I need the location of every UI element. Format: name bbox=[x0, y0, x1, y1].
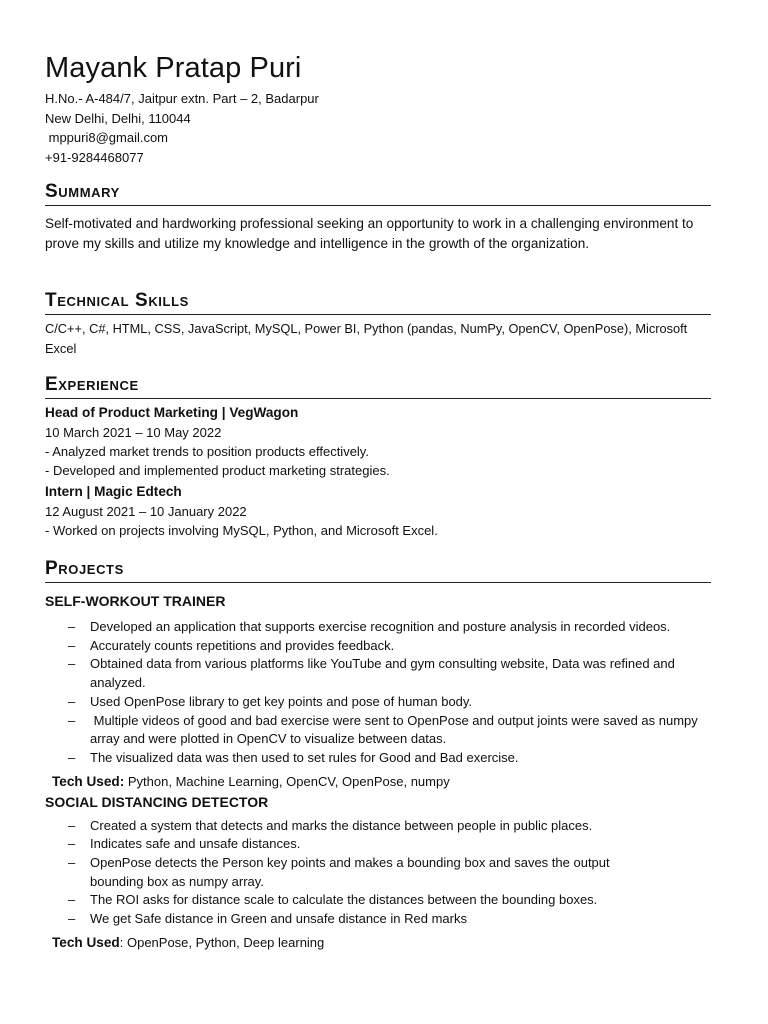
tech-used-value: : OpenPose, Python, Deep learning bbox=[119, 934, 325, 950]
experience-section bbox=[45, 373, 711, 540]
list-item bbox=[45, 817, 711, 836]
contact-block bbox=[45, 89, 319, 167]
technical-skills-section bbox=[45, 289, 711, 358]
project-title: SELF-WORKOUT TRAINER bbox=[45, 593, 226, 609]
list-item bbox=[45, 712, 711, 749]
tech-used bbox=[52, 772, 711, 792]
bullet-text: Accurately counts repetitions and provides feedback. bbox=[90, 637, 395, 653]
job-entry bbox=[45, 482, 711, 540]
list-item bbox=[45, 910, 711, 929]
job-title: Intern | Magic Edtech bbox=[45, 484, 182, 499]
address-line-1: H.No.- A-484/7, Jaitpur extn. Part – 2, Badarpur bbox=[45, 91, 319, 106]
list-item bbox=[45, 655, 711, 692]
candidate-name: Mayank Pratap Puri bbox=[45, 52, 302, 84]
dash-marker: – bbox=[68, 892, 76, 908]
bullet-text: Developed an application that supports exercise recognition and posture analysis in recorded videos. bbox=[90, 619, 671, 634]
bullet-text: OpenPose detects the Person key points and makes a bounding box and saves the output bounding box as numpy array. bbox=[90, 855, 610, 889]
list-item bbox=[45, 835, 711, 854]
bullet-text: Indicates safe and unsafe distances. bbox=[90, 836, 301, 852]
list-item bbox=[45, 693, 711, 712]
project-entry bbox=[45, 792, 711, 953]
projects-section bbox=[45, 557, 711, 953]
bullet-text: We get Safe distance in Green and unsafe distance in Red marks bbox=[90, 911, 467, 927]
summary-heading: Summary bbox=[45, 180, 711, 206]
dash-marker: – bbox=[68, 911, 76, 927]
dash-marker: – bbox=[68, 836, 76, 852]
summary-text: Self-motivated and hardworking professional seeking an opportunity to work in a challenging environment to prove my skills and utilize my knowledge and intelligence in the growth of the organization. bbox=[45, 216, 694, 251]
job-title: Head of Product Marketing | VegWagon bbox=[45, 405, 299, 420]
tech-used-value: Python, Machine Learning, OpenCV, OpenPose, numpy bbox=[124, 773, 450, 789]
list-item bbox=[45, 854, 711, 891]
technical-skills-text: C/C++, C#, HTML, CSS, JavaScript, MySQL, Power BI, Python (pandas, NumPy, OpenCV, OpenPose), Microsoft Excel bbox=[45, 321, 688, 356]
technical-skills-heading: Technical Skills bbox=[45, 289, 711, 315]
dash-marker: – bbox=[68, 637, 76, 653]
dash-marker: – bbox=[68, 855, 76, 871]
bullet-text: Multiple videos of good and bad exercise were sent to OpenPose and output joints were saved as numpy array and were plotted in OpenCV to visualize between datas. bbox=[90, 712, 702, 747]
tech-used-label: Tech Used: bbox=[52, 773, 125, 789]
dash-marker: – bbox=[68, 712, 76, 728]
job-dates: 10 March 2021 – 10 May 2022 bbox=[45, 425, 222, 440]
dash-marker: – bbox=[68, 749, 76, 765]
tech-used-label: Tech Used bbox=[52, 934, 120, 950]
project-title: SOCIAL DISTANCING DETECTOR bbox=[45, 793, 269, 810]
email-address: mppuri8@gmail.com bbox=[45, 130, 169, 145]
list-item bbox=[45, 749, 711, 768]
dash-marker: – bbox=[68, 619, 76, 634]
bullet-text: The ROI asks for distance scale to calculate the distances between the bounding boxes. bbox=[90, 892, 598, 908]
bullet-text: Used OpenPose library to get key points and pose of human body. bbox=[90, 693, 473, 709]
job-detail: - Analyzed market trends to position products effectively. bbox=[45, 444, 369, 459]
project-entry bbox=[45, 591, 711, 792]
dash-marker: – bbox=[68, 693, 76, 709]
job-dates: 12 August 2021 – 10 January 2022 bbox=[45, 504, 247, 519]
address-line-2: New Delhi, Delhi, 110044 bbox=[45, 110, 191, 126]
project-bullets bbox=[45, 618, 711, 768]
list-item bbox=[45, 891, 711, 910]
list-item bbox=[45, 637, 711, 656]
job-detail: - Developed and implemented product marketing strategies. bbox=[45, 463, 390, 478]
bullet-text: The visualized data was then used to set rules for Good and Bad exercise. bbox=[90, 749, 519, 765]
summary-section bbox=[45, 180, 711, 254]
dash-marker: – bbox=[68, 656, 76, 672]
job-entry bbox=[45, 403, 711, 480]
list-item bbox=[45, 618, 711, 637]
phone-number: +91-9284468077 bbox=[45, 149, 144, 165]
job-detail: - Worked on projects involving MySQL, Python, and Microsoft Excel. bbox=[45, 523, 438, 538]
project-bullets bbox=[45, 817, 711, 929]
projects-heading: Projects bbox=[45, 557, 711, 583]
tech-used bbox=[52, 933, 711, 953]
bullet-text: Obtained data from various platforms like YouTube and gym consulting website, Data was refined and analyzed. bbox=[90, 656, 675, 691]
dash-marker: – bbox=[68, 817, 76, 833]
experience-heading: Experience bbox=[45, 373, 711, 399]
bullet-text: Created a system that detects and marks the distance between people in public places. bbox=[90, 817, 593, 833]
